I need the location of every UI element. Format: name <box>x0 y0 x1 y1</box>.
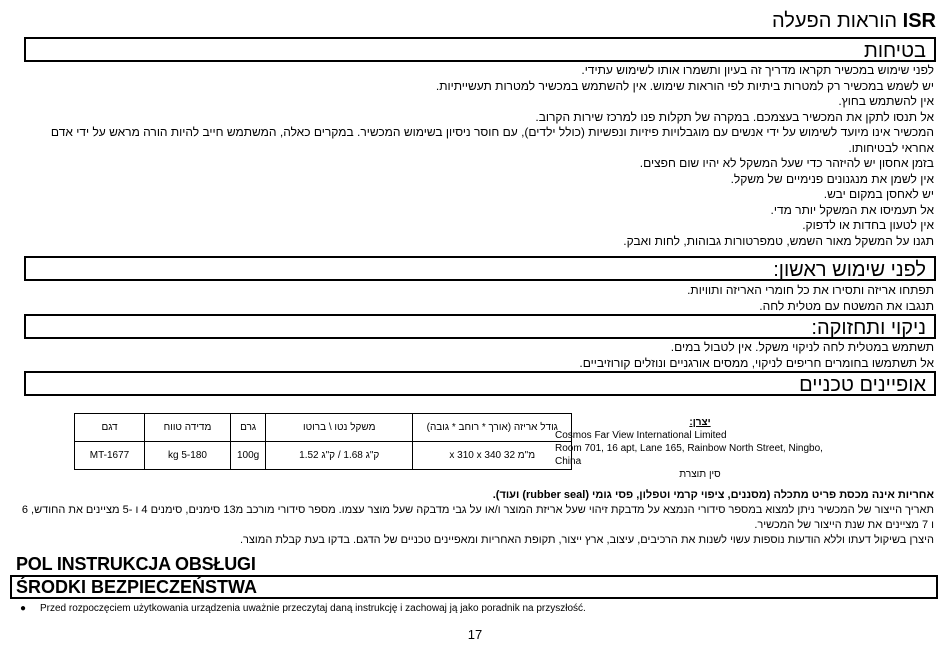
table-header: גודל אריזה (אורך * רוחב * גובה) <box>413 414 572 442</box>
lang-code: ISR <box>902 10 936 32</box>
title-text: הוראות הפעלה <box>772 10 898 32</box>
manufacturer-address: Room 701, 16 apt, Lane 165, Rainbow North Street, Ningbo, China <box>555 443 823 467</box>
list-item: לפני שימוש במכשיר תקראו מדריך זה בעיון ותשמרו אותו לשימוש עתידי. <box>581 63 934 77</box>
manufacturer-rights-note: היצרן בשיקול דעתו וללא הודעות נוספות עשוי לשנות את הרכיבים, עיצוב, ארץ ייצור, תקופת האחריות ומאפיינים טכניים של הדגם. בדקו בעת קבלת המוצר. <box>239 534 934 546</box>
list-item: המכשיר אינו מיועד לשימוש על ידי אנשים עם מוגבלויות פיזיות ונפשיות (כולל ילדים), עם חוסר ניסיון בשימוש המכשיר. במקרים כאלה, המשתמש חייב להיות הורה מראש על ידי אדם אחראי לבטיחותו. <box>50 125 934 155</box>
table-header: מדידה טווח <box>145 414 231 442</box>
table-header: משקל נטו \ ברוטו <box>266 414 413 442</box>
table-header-row <box>75 414 572 442</box>
pol-title: POL INSTRUKCJA OBSŁUGI <box>16 554 256 574</box>
section-title-specs: אופיינים טכניים <box>24 371 936 396</box>
page-number: 17 <box>467 627 483 642</box>
list-item: יש לשמש במכשיר רק למטרות ביתיות לפי הוראות שימוש. אין להשתמש במכשיר למטרות תעשייתיות. <box>435 78 934 93</box>
manufacturer-label: יצרן: <box>689 417 711 428</box>
production-date-note: תאריך הייצור של המכשיר ניתן למצוא במספר סידורי הנמצא על מדבקת זיהוי שעל אריזת המוצר ו/או על גבי מדבקה שעל מוצר עצמו. מספר סידורי מורכב מ13 סימנים, סימנים 4 ו -5 מציינים את החודש, 6 ו 7 מציינים את שנת הייצור של המכשיר. <box>21 504 934 531</box>
table-cell: MT-1677 <box>75 442 145 470</box>
warranty-text <box>20 488 934 548</box>
table-cell: מ"מ 32 x 310 x 340 <box>413 442 572 470</box>
list-item: תשתמש במטלית לחה לניקוי משקל. אין לטבול במים. <box>670 340 934 354</box>
list-item: אין להשתמש בחוץ. <box>838 94 934 108</box>
table-cell: 100g <box>231 442 266 470</box>
page-title <box>772 10 936 33</box>
safety-list <box>24 63 934 249</box>
pol-item-text: Przed rozpoczęciem użytkowania urządzenia uważnie przeczytaj daną instrukcję i zachowaj ją jako poradnik na przyszłość. <box>40 603 586 614</box>
section-title-safety: בטיחות <box>24 37 936 62</box>
list-item: תגנו על המשקל מאור השמש, טמפרטורות גבוהות, לחות ואבק. <box>623 233 934 248</box>
table-row <box>75 442 572 470</box>
table-cell: ק"ג 1.68 / ק"ג 1.52 <box>266 442 413 470</box>
table-header: דגם <box>75 414 145 442</box>
list-item: אל תנסו לתקן את המכשיר בעצמכם. במקרה של תקלות פנו למרכז שירות הקרוב. <box>535 109 934 124</box>
table-cell: 5-180 kg <box>145 442 231 470</box>
spec-table <box>74 413 572 470</box>
bullet-icon: ● <box>20 603 27 614</box>
pol-list-item <box>20 603 586 614</box>
pol-section-title-safety: ŚRODKI BEZPIECZEŃSTWA <box>10 575 938 599</box>
section-title-cleaning: ניקוי ותחזוקה: <box>24 314 936 339</box>
list-item: אל תעמיסו את המשקל יותר מדי. <box>770 202 934 217</box>
list-item: אין לטעון בחדות או לדפוק. <box>802 218 934 232</box>
manufacturer-info <box>555 416 845 481</box>
list-item: יש לאחסן במקום יבש. <box>823 187 934 201</box>
list-item: בזמן אחסון יש להיזהר כדי שעל המשקל לא יהיו שום חפצים. <box>639 156 934 170</box>
list-item: אל תשתמשו בחומרים חריפים לניקוי, ממסים אורגניים ונוזלים קורוזיביים. <box>579 355 934 370</box>
section-title-first-use: לפני שימוש ראשון: <box>24 256 936 281</box>
manufacturer-origin: סין תוצרת <box>679 469 721 480</box>
first-use-list <box>24 283 934 314</box>
list-item: תנגבו את המשטח עם מטלית לחה. <box>759 298 934 313</box>
table-header: גרם <box>231 414 266 442</box>
list-item: תפתחו אריזה ותסירו את כל חומרי האריזה ותוויות. <box>687 283 934 297</box>
warranty-exclusion: אחריות אינה מכסת פריט מתכלה (מסננים, ציפוי קרמי וטפלון, פסי גומי (rubber seal) ועוד). <box>492 489 934 501</box>
list-item: אין לשמן את מנגנונים פנימיים של משקל. <box>730 171 934 186</box>
cleaning-list <box>24 340 934 371</box>
manufacturer-name: Cosmos Far View International Limited <box>555 430 727 441</box>
